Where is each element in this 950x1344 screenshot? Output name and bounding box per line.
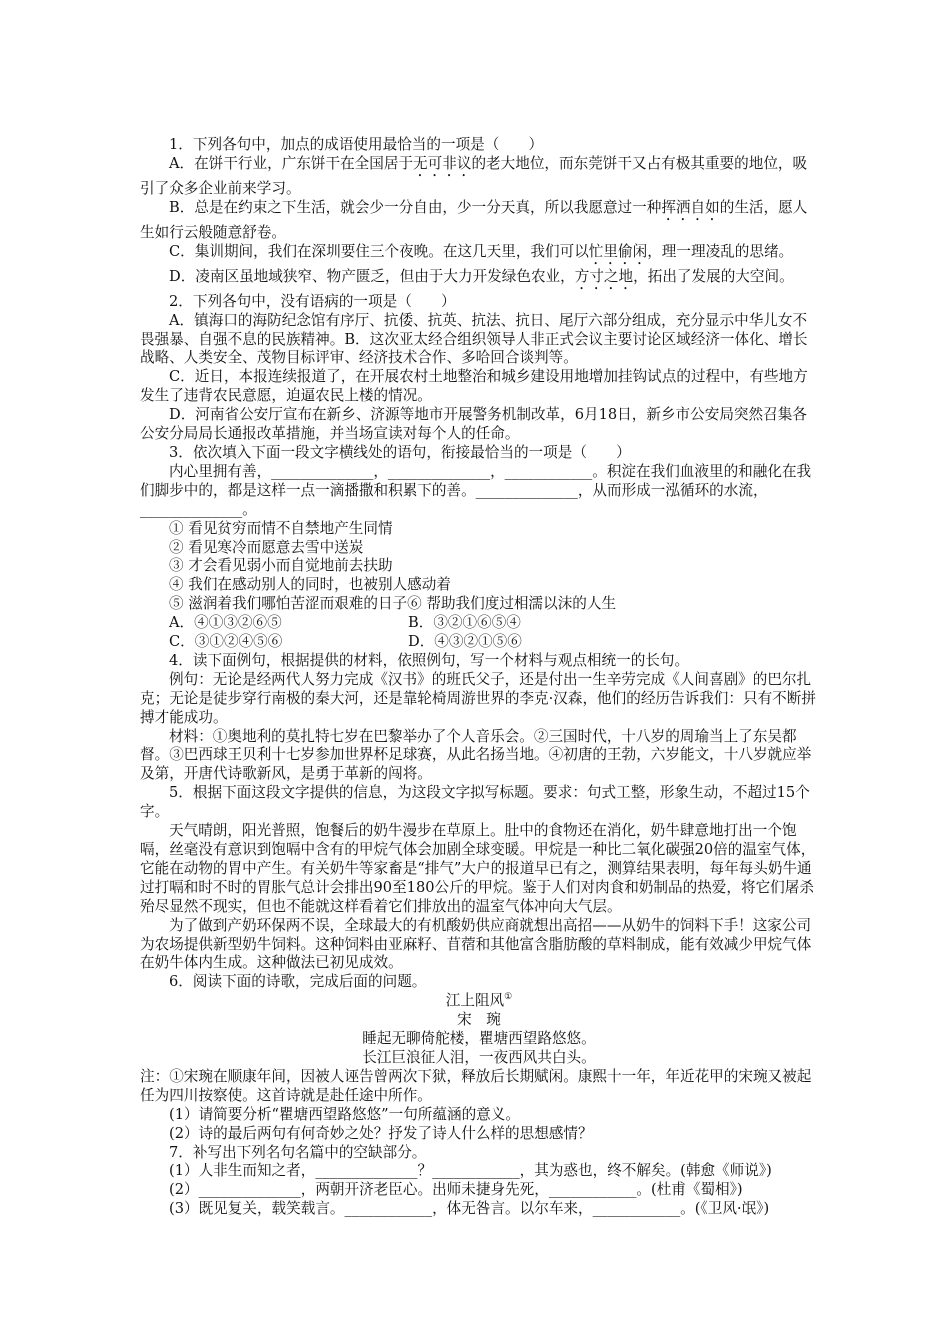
q1-stem: 1．下列各句中，加点的成语使用最恰当的一项是（ ）: [169, 136, 544, 153]
poem-title: 江上阻风①: [445, 992, 513, 1010]
q4-material: 材料：①奥地利的莫扎特七岁在巴黎举办了个人音乐会。②三国时代，十八岁的周瑜当上了东吴都督。③巴西球王贝利十七岁参加世界杯足球赛，从此名扬当地。④初唐的王勃，六岁能文，十八岁就应举及第，开唐代诗歌新风，是勇于革新的闯将。: [140, 727, 812, 783]
q1-option-d: D．凌南区虽地域狭窄、物产匮乏，但由于大力开发绿色农业，方寸之地，拓出了发展的大空间。: [169, 267, 794, 285]
q1-option-b: B．总是在约束之下生活，就会少一分自由，少一分天真，所以我愿意过一种挥洒自如的生活，愿人生如行云般随意舒卷。: [140, 198, 808, 241]
poem-line-2: 长江巨浪征人泪，一夜西风共白头。: [362, 1048, 596, 1066]
q2-option-c: C．近日，本报连续报道了，在开展农村土地整治和城乡建设用地增加挂钩试点的过程中，有些地方发生了违背农民意愿，迫逼农民上楼的情况。: [140, 368, 808, 405]
q3-item-1: ① 看见贫穷而情不自禁地产生同情: [169, 519, 393, 537]
q7-stem: 7．补写出下列名句名篇中的空缺部分。: [169, 1143, 427, 1161]
q6-sub-2: (2）诗的最后两句有何奇妙之处？抒发了诗人什么样的思想感情？: [169, 1124, 593, 1142]
q2-stem: 2．下列各句中，没有语病的一项是（ ）: [169, 292, 456, 310]
q5-paragraph-2: 为了做到产奶环保两不误，全球最大的有机酸奶供应商就想出高招——从奶牛的饲料下手！这家公司为农场提供新型奶牛饲料。这种饲料由亚麻籽、苜蓿和其他富含脂肪酸的草料制成，能有效减少甲烷气体在奶牛体内生成。这种做法已初见成效。: [140, 916, 812, 972]
q3-item-2: ② 看见寒冷而愿意去雪中送炭: [169, 538, 364, 556]
q6-sub-1: (1）请简要分析“瞿塘西望路悠悠”一句所蕴涵的意义。: [169, 1105, 520, 1123]
dotted-idiom: 忙里偷闲: [588, 242, 648, 260]
q2-option-d: D．河南省公安厅宣布在新乡、济源等地市开展警务机制改革，6月18日，新乡市公安局突然召集各公安分局局长通报改革措施，并当场宣读对每个人的任命。: [140, 406, 807, 443]
q1-option-a: A．在饼干行业，广东饼干在全国居于无可非议的老大地位，而东莞饼干又占有极其重要的地位，吸引了众多企业前来学习。: [140, 154, 808, 197]
q3-item-5-6: ⑤ 滋润着我们哪怕苦涩而艰难的日子⑥ 帮助我们度过相濡以沫的人生: [169, 595, 617, 613]
q3-text: 内心里拥有善，______________，______________，____________。积淀在我们血液里的和融化在我们脚步中的，都是这样一点一滴播撒和积累下的善。______________，从而形成一泓循环的水流，______________。: [140, 462, 812, 518]
poem-note-marker: ①: [504, 992, 513, 1003]
q3-item-4: ④ 我们在感动别人的同时，也被别人感动着: [169, 576, 451, 594]
q3-choice-d: D．④③②①⑤⑥: [408, 633, 522, 651]
q4-stem: 4．读下面例句，根据提供的材料，依照例句，写一个材料与观点相统一的长句。: [169, 651, 690, 669]
q3-stem: 3．依次填入下面一段文字横线处的语句，衔接最恰当的一项是（ ）: [169, 443, 631, 461]
dotted-idiom: 挥洒自如: [661, 198, 720, 216]
q3-choices-cd: [140, 633, 818, 652]
dotted-idiom: 无可非议: [413, 154, 472, 172]
dotted-idiom: 方寸之地: [574, 267, 634, 285]
q3-choice-a: A．④①③②⑥⑤: [169, 614, 282, 632]
poem-author: 宋 琬: [457, 1011, 501, 1029]
q2-option-a-b: A．镇海口的海防纪念馆有序厅、抗倭、抗英、抗法、抗日、尾厅六部分组成，充分显示中华儿女不畏强暴、自强不息的民族精神。B．这次亚太经合组织领导人非正式会议主要讨论区域经济一体化、增长战略、人类安全、茂物目标评审、经济技术合作、多哈回合谈判等。: [140, 311, 808, 367]
q1-option-c: C．集训期间，我们在深圳要住三个夜晚。在这几天里，我们可以忙里偷闲，理一理凌乱的思绪。: [169, 242, 794, 260]
poem-note: 注：①宋琬在顺康年间，因被人诬告曾两次下狱，释放后长期赋闲。康熙十一年，年近花甲的宋琬又被起任为四川按察使。这首诗就是赴任途中所作。: [140, 1067, 812, 1104]
q7-sub-2: (2）______________，两朝开济老臣心。出师未捷身先死，____________。(杜甫《蜀相》): [169, 1181, 743, 1199]
q5-stem: 5．根据下面这段文字提供的信息，为这段文字拟写标题。要求：句式工整，形象生动，不超过15个字。: [140, 784, 810, 821]
q7-sub-3: (3）既见复关，载笑载言。____________，体无咎言。以尔车来，____________。(《卫风·氓》): [169, 1200, 770, 1218]
q3-choice-c: C．③①②④⑤⑥: [169, 633, 283, 651]
q3-choices-ab: [140, 614, 818, 633]
q3-item-3: ③ 才会看见弱小而自觉地前去扶助: [169, 557, 393, 575]
q4-example: 例句：无论是经两代人努力完成《汉书》的班氏父子，还是付出一生辛劳完成《人间喜剧》的巴尔扎克；无论是徒步穿行南极的秦大河，还是靠轮椅周游世界的李克·汉森，他们的经历告诉我们：只有不断拼搏才能成功。: [140, 670, 816, 726]
poem-line-1: 睡起无聊倚舵楼，瞿塘西望路悠悠。: [362, 1030, 596, 1048]
q3-choice-b: B．③②①⑥⑤④: [408, 614, 521, 632]
q7-sub-1: (1）人非生而知之者，______________？____________，其为惑也，终不解矣。(韩愈《师说》): [169, 1162, 772, 1180]
q5-paragraph-1: 天气晴朗，阳光普照，饱餐后的奶牛漫步在草原上。肚中的食物还在消化，奶牛肆意地打出一个饱嗝，丝毫没有意识到饱嗝中含有的甲烷气体会加剧全球变暖。甲烷是一种比二氧化碳强20倍的温室气体，它能在动物的胃中产生。有关奶牛等家畜是“排气”大户的报道早已有之，测算结果表明，每年每头奶牛通过打嗝和时不时的胃胀气总计会排出90至180公斤的甲烷。鉴于人们对肉食和奶制品的热爱，将它们屠杀殆尽显然不现实，但也不能就这样看着它们排放出的温室气体冲向大气层。: [140, 822, 816, 915]
q6-stem: 6．阅读下面的诗歌，完成后面的问题。: [169, 973, 427, 991]
